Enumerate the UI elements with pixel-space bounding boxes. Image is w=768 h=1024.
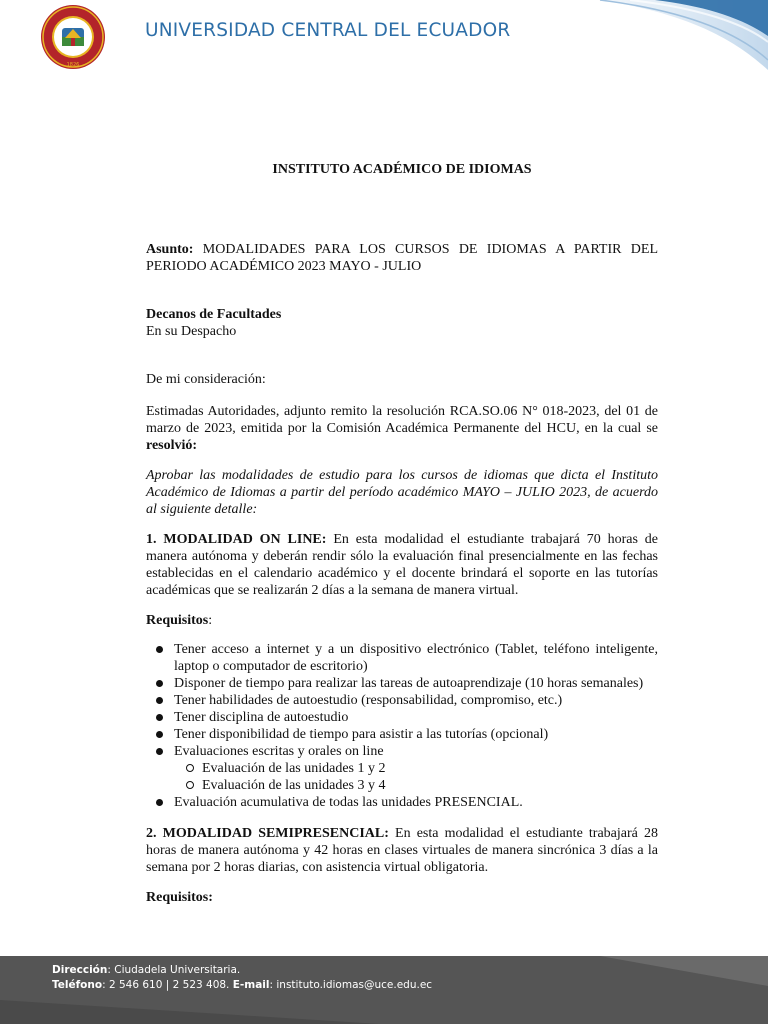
- recipient-block: [146, 306, 658, 340]
- modality-online-text: En esta modalidad el estudiante trabajará 70 horas de manera autónoma y deberán rendir sólo la evaluación final presencialmente en las fechas establecidas en el calendario académico y el docente brindará el soporte en las tutorías académicas que se realizarán 2 días a la semana de manera virtual.: [146, 532, 659, 598]
- intro-text: Estimadas Autoridades, adjunto remito la resolución RCA.SO.06 N° 018-2023, del 01 de marzo de 2023, emitida por la Comisión Académica Permanente del HCU, en la cual se: [146, 404, 658, 436]
- bullet-icon: [156, 714, 163, 721]
- recipient-sub: En su Despacho: [146, 324, 237, 339]
- modality-online-title: 1. MODALIDAD ON LINE:: [146, 532, 327, 547]
- circle-bullet-icon: [186, 764, 194, 772]
- greeting: De mi consideración:: [146, 372, 266, 387]
- bullet-icon: [156, 799, 163, 806]
- modality-semipresencial-title: 2. MODALIDAD SEMIPRESENCIAL:: [146, 826, 389, 841]
- email-label: E-mail: [232, 979, 270, 991]
- modality-semipresencial-paragraph: [146, 825, 658, 876]
- modality-online-paragraph: [146, 531, 658, 599]
- requirements-colon: :: [208, 613, 213, 628]
- subject-paragraph: [146, 241, 658, 275]
- list-item: Tener disciplina de autoestudio: [146, 709, 658, 726]
- sub-list-item: Evaluación de las unidades 3 y 4: [146, 777, 658, 794]
- bullet-icon: [156, 646, 163, 653]
- requirements-online-heading: [146, 612, 658, 629]
- phone-value: : 2 546 610 | 2 523 408.: [102, 979, 230, 991]
- subject-text: MODALIDADES PARA LOS CURSOS DE IDIOMAS A PARTIR DEL PERIODO ACADÉMICO 2023 MAYO - JULIO: [146, 242, 658, 274]
- recipient-name: Decanos de Facultades: [146, 307, 282, 322]
- seal-year: 1826: [66, 62, 80, 68]
- subject-label: Asunto:: [146, 242, 194, 257]
- sub-list-item: Evaluación de las unidades 1 y 2: [146, 760, 658, 777]
- list-item: Tener acceso a internet y a un dispositivo electrónico (Tablet, teléfono inteligente, laptop o computador de escritorio): [146, 641, 658, 675]
- requirements-online-list: [146, 641, 658, 811]
- institute-title: INSTITUTO ACADÉMICO DE IDIOMAS: [272, 162, 532, 177]
- intro-paragraph: [146, 403, 658, 454]
- bullet-icon: [156, 731, 163, 738]
- footer-address-line: [52, 963, 432, 978]
- list-item: Tener habilidades de autoestudio (responsabilidad, compromiso, etc.): [146, 692, 658, 709]
- university-name: UNIVERSIDAD CENTRAL DEL ECUADOR: [145, 20, 511, 41]
- circle-bullet-icon: [186, 781, 194, 789]
- list-item: Evaluaciones escritas y orales on line: [146, 743, 658, 760]
- footer-contact: [52, 963, 432, 993]
- modality-semipresencial-text: En esta modalidad el estudiante trabajará 28 horas de manera autónoma y 42 horas en clases virtuales de manera sincrónica 3 días a la semana por 2 horas diarias, con asistencia virtual obligatoria.: [146, 826, 658, 875]
- requirements-label: Requisitos: [146, 613, 209, 628]
- phone-label: Teléfono: [52, 979, 103, 991]
- letterhead-header: [0, 0, 768, 80]
- list-item: Tener disponibilidad de tiempo para asistir a las tutorías (opcional): [146, 726, 658, 743]
- list-item: Disponer de tiempo para realizar las tareas de autoaprendizaje (10 horas semanales): [146, 675, 658, 692]
- bullet-icon: [156, 680, 163, 687]
- intro-bold: resolvió:: [146, 438, 198, 453]
- bullet-icon: [156, 697, 163, 704]
- address-label: Dirección: [52, 964, 108, 976]
- university-seal-logo: [38, 4, 108, 70]
- resolution-quote: Aprobar las modalidades de estudio para los cursos de idiomas que dicta el Instituto Académico de Idiomas a partir del período académico MAYO – JULIO 2023, de acuerdo al siguiente detalle:: [146, 468, 658, 517]
- footer-phone-line: [52, 978, 432, 993]
- requirements-semipresencial-heading: Requisitos:: [146, 890, 213, 905]
- bullet-icon: [156, 748, 163, 755]
- list-item: Evaluación acumulativa de todas las unidades PRESENCIAL.: [146, 794, 658, 811]
- letterhead-footer: [0, 956, 768, 1024]
- email-value: : instituto.idiomas@uce.edu.ec: [269, 979, 433, 991]
- address-value: : Ciudadela Universitaria.: [107, 964, 241, 976]
